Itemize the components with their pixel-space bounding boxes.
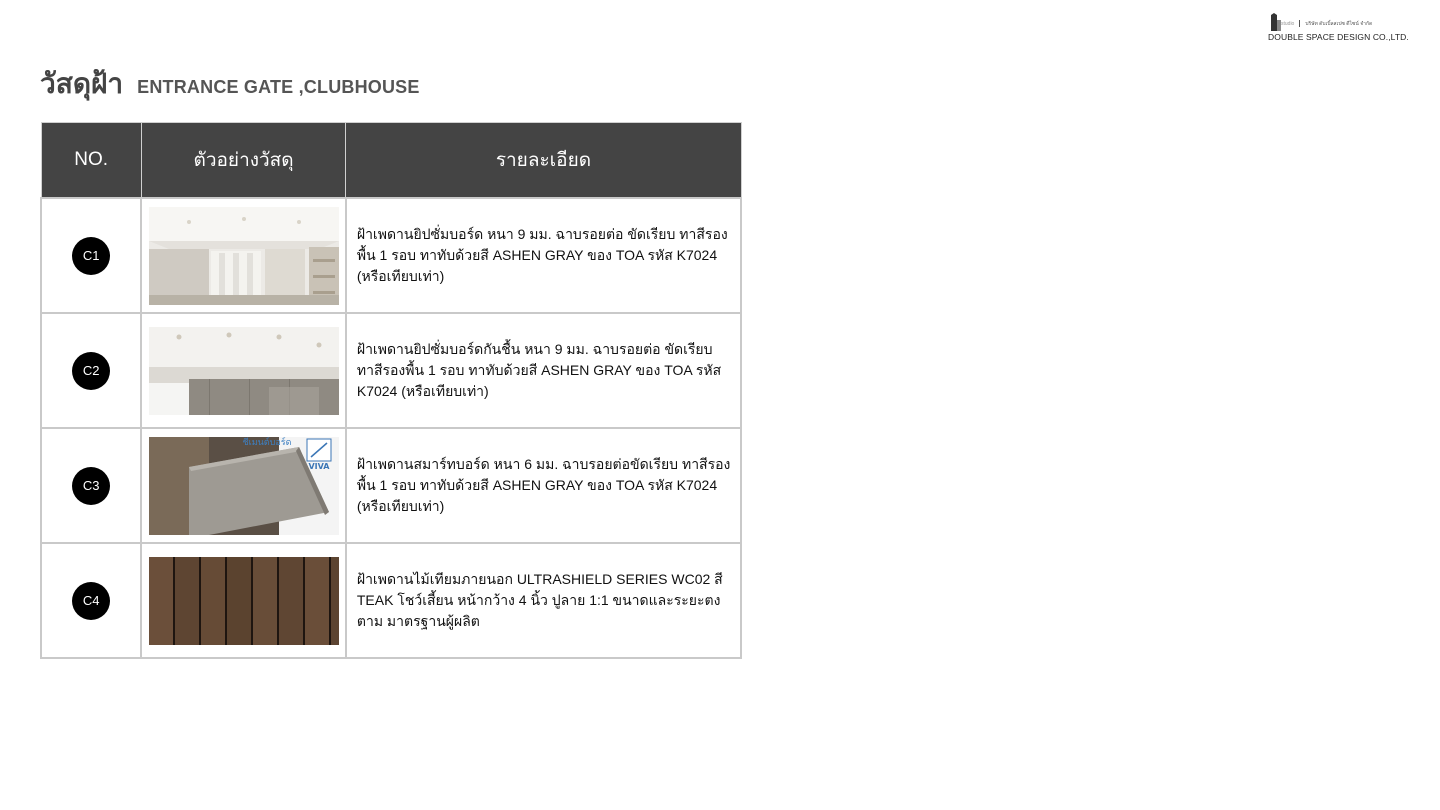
cement-board-label: ชีเมนต์บอร์ด [242, 437, 292, 448]
logo-thai-name: บริษัท ดับเบิ้ลสเปซ ดีไซน์ จำกัด [1305, 20, 1373, 27]
viva-brand-label: VIVA [308, 461, 330, 471]
table-row [41, 313, 741, 428]
header-sample: ตัวอย่างวัสดุ [141, 123, 346, 199]
row-number-badge: C3 [72, 467, 110, 505]
row-number-badge: C2 [72, 352, 110, 390]
description-cell: ฝ้าเพดานไม้เทียมภายนอก ULTRASHIELD SERIES WC02 สี TEAK โชว์เสี้ยน หน้ากว้าง 4 นิ้ว ปูลาย 1:1 ขนาดและระยะตงตาม มาตรฐานผู้ผลิต [346, 543, 741, 658]
logo-company-name: DOUBLE SPACE DESIGN CO.,LTD. [1268, 32, 1409, 42]
smartboard-sample-image [149, 437, 339, 535]
row-number-badge: C4 [72, 582, 110, 620]
description-cell: ฝ้าเพดานยิปซั่มบอร์ดกันชื้น หนา 9 มม. ฉาบรอยต่อ ขัดเรียบ ทาสีรองพื้น 1 รอบ ทาทับด้วยสี ASHEN GRAY ของ TOA รหัส K7024 (หรือเทียบเท่า) [346, 313, 741, 428]
sample-image-cell [141, 313, 346, 428]
company-logo [1268, 12, 1418, 44]
materials-table [40, 122, 742, 659]
sample-image-cell [141, 198, 346, 313]
description-cell: ฝ้าเพดานสมาร์ทบอร์ด หนา 6 มม. ฉาบรอยต่อขัดเรียบ ทาสีรองพื้น 1 รอบ ทาทับด้วยสี ASHEN GRAY ของ TOA รหัส K7024 (หรือเทียบเท่า) [346, 428, 741, 543]
header-details: รายละเอียด [346, 123, 741, 199]
sample-image-cell [141, 543, 346, 658]
table-row [41, 198, 741, 313]
table-row [41, 428, 741, 543]
row-number-cell [41, 543, 141, 658]
wood-plank-sample-image [149, 557, 339, 645]
table-header-row [41, 123, 741, 199]
moisture-resistant-ceiling-image [149, 327, 339, 415]
row-number-cell [41, 198, 141, 313]
gypsum-board-ceiling-image [149, 207, 339, 305]
sample-image-cell [141, 428, 346, 543]
page-heading [40, 62, 420, 106]
row-number-badge: C1 [72, 237, 110, 275]
page-title-english: ENTRANCE GATE ,CLUBHOUSE [137, 77, 420, 97]
row-number-cell [41, 313, 141, 428]
page-title-thai: วัสดุฝ้า [40, 68, 124, 99]
description-cell: ฝ้าเพดานยิปซั่มบอร์ด หนา 9 มม. ฉาบรอยต่อ ขัดเรียบ ทาสีรองพื้น 1 รอบ ทาทับด้วยสี ASHEN GRAY ของ TOA รหัส K7024 (หรือเทียบเท่า) [346, 198, 741, 313]
header-no: NO. [41, 123, 141, 199]
table-row [41, 543, 741, 658]
logo-subtitle: studio บริษัท ดับเบิ้ลสเปซ ดีไซน์ จำกัด [1281, 20, 1373, 27]
row-number-cell [41, 428, 141, 543]
